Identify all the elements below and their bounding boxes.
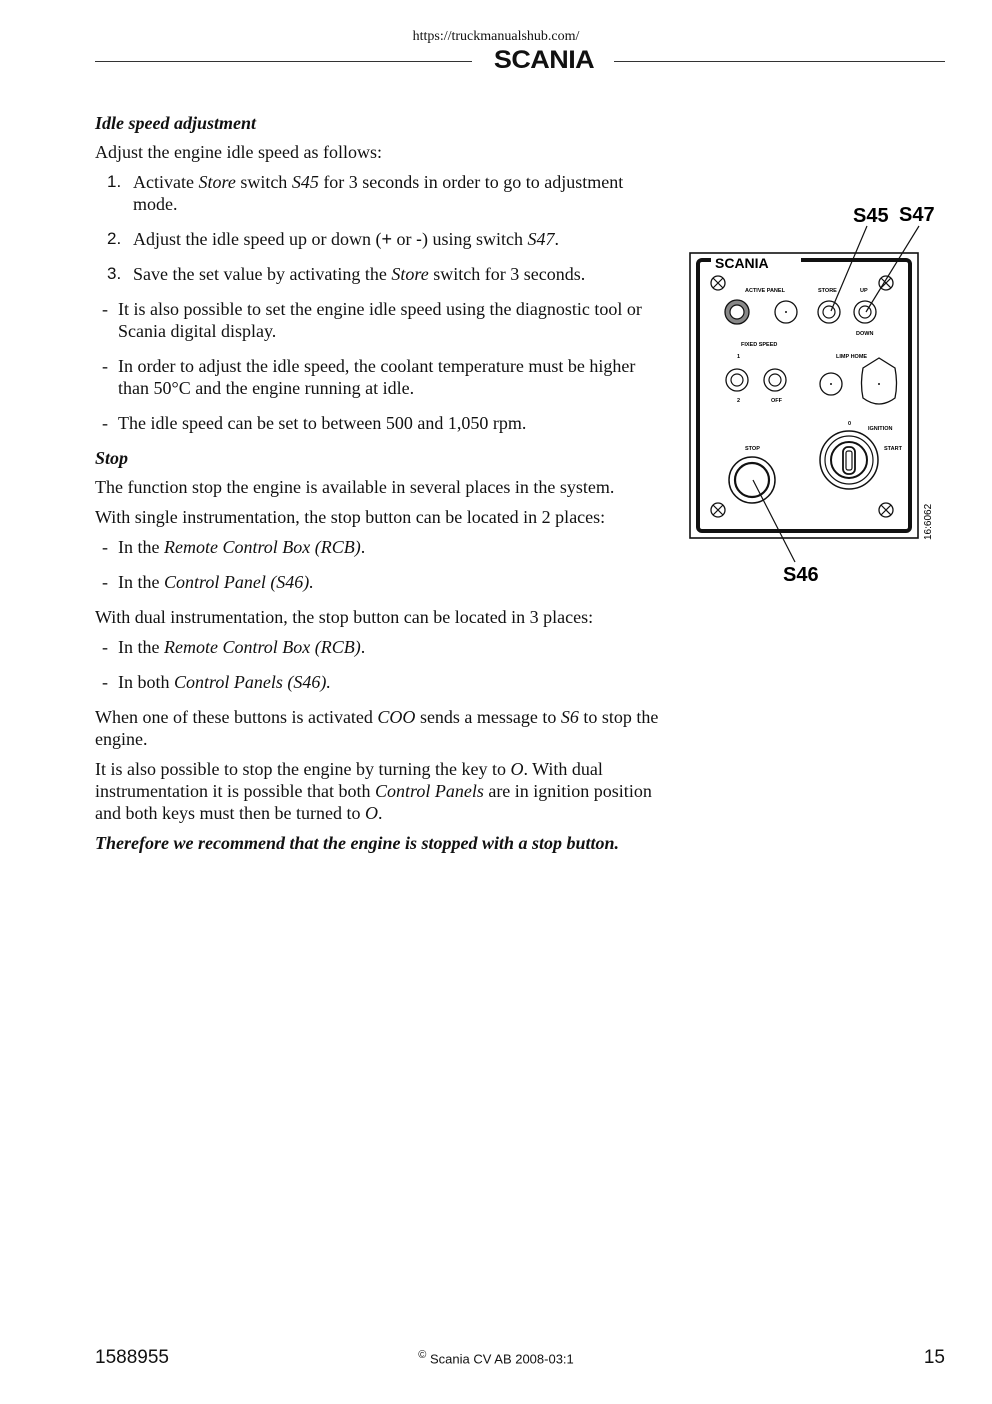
page-number: 15 [923, 1347, 945, 1368]
idle-speed-heading: Idle speed adjustment [95, 113, 256, 133]
para-text: to stop the engine. [95, 707, 659, 749]
callout-s46: S46 [783, 564, 819, 586]
screw-icon [711, 276, 725, 290]
label-stop: STOP [745, 446, 760, 452]
step-text-s47: S47 [527, 229, 555, 249]
dual-locations [95, 636, 665, 693]
label-off: OFF [771, 398, 782, 404]
store-switch-s45 [818, 301, 840, 323]
stop-heading: Stop [95, 448, 129, 468]
para-italic: O [510, 759, 524, 779]
location-text: In the [118, 637, 164, 657]
copyright [0, 1349, 992, 1366]
stop-para-4 [95, 706, 665, 750]
para-italic: COO [377, 707, 416, 727]
para-italic: O [364, 803, 378, 823]
step-number: 2. [107, 229, 122, 248]
location-item [95, 536, 665, 558]
screw-icon [879, 503, 893, 517]
location-italic: Control Panel (S46). [163, 572, 314, 592]
label-fixed-speed-2: 2 [737, 398, 741, 404]
step-text-store: Store [198, 172, 236, 192]
step-number: 1. [107, 172, 122, 191]
location-item [95, 671, 665, 693]
step-text: Activate [133, 172, 199, 192]
figure-ref-code: 16:6062 [923, 503, 934, 540]
header-rule-left [95, 61, 472, 62]
location-item [95, 571, 665, 593]
dash-bullet: - [102, 637, 108, 657]
idle-step-3 [95, 263, 665, 285]
leader-line-s46 [753, 480, 795, 562]
step-text: Save the set value by activating the [133, 264, 392, 284]
label-fixed-speed: FIXED SPEED [741, 342, 778, 348]
dash-bullet: - [102, 537, 108, 557]
stop-para-3: With dual instrumentation, the stop button can be located in 3 places: [95, 607, 594, 627]
para-text: are in ignition position and both keys must then be turned to [95, 781, 652, 823]
screw-icon [711, 503, 725, 517]
stop-para-2: With single instrumentation, the stop button can be located in 2 places: [95, 507, 606, 527]
label-zero: 0 [848, 421, 852, 427]
panel-brand: SCANIA [715, 255, 769, 271]
idle-steps [95, 171, 665, 285]
callout-s47: S47 [899, 204, 935, 226]
doc-number: 1588955 [95, 1347, 169, 1368]
step-text-s45: S45 [291, 172, 319, 192]
label-ignition: IGNITION [868, 426, 893, 432]
active-panel-indicator [775, 301, 797, 323]
step-text-store: Store [391, 264, 429, 284]
para-text: . [377, 803, 383, 823]
callout-s45: S45 [853, 205, 889, 227]
idle-note [95, 355, 665, 399]
limp-home-indicator [820, 373, 842, 395]
para-text: sends a message to [415, 707, 561, 727]
header-rule-right [614, 61, 945, 62]
location-italic: Remote Control Box (RCB) [163, 537, 361, 557]
para-text: . With dual instrumentation it is possible that both [95, 759, 603, 801]
minus-symbol: - [415, 229, 422, 249]
label-limp-home: LIMP HOME [836, 354, 868, 360]
active-panel-switch [725, 300, 749, 324]
dash-bullet: - [102, 672, 108, 692]
label-down: DOWN [856, 331, 874, 337]
up-down-switch-s47 [854, 301, 876, 323]
note-text: The idle speed can be set to between 500 and 1,050 rpm. [118, 413, 527, 433]
dash-bullet: - [102, 572, 108, 592]
step-text: Adjust the idle speed up or down ( [133, 229, 382, 249]
location-text: . [360, 537, 366, 557]
stop-button-s46 [729, 457, 775, 503]
step-text: switch for 3 seconds. [428, 264, 586, 284]
fixed-speed-switch-1 [726, 369, 748, 391]
location-text: In the [118, 537, 164, 557]
location-text: In the [118, 572, 164, 592]
idle-step-1 [95, 171, 665, 215]
fixed-speed-switch-off [764, 369, 786, 391]
step-text: ) using switch [421, 229, 528, 249]
idle-note [95, 412, 665, 434]
para-italic: S6 [560, 707, 579, 727]
header-url: https://truckmanualshub.com/ [412, 29, 580, 44]
control-panel-figure [685, 200, 947, 595]
dash-bullet: - [102, 413, 108, 433]
stop-para-1: The function stop the engine is available in several places in the system. [95, 477, 615, 497]
note-text: It is also possible to set the engine idle speed using the diagnostic tool or Scania digital display. [118, 299, 642, 341]
location-text: In both [118, 672, 174, 692]
plus-symbol: + [381, 229, 392, 249]
step-text: switch [235, 172, 292, 192]
para-text: It is also possible to stop the engine by turning the key to [95, 759, 511, 779]
step-number: 3. [107, 264, 122, 283]
idle-intro: Adjust the engine idle speed as follows: [95, 142, 382, 162]
location-italic: Control Panels (S46). [174, 672, 331, 692]
control-panel-diagram [685, 200, 947, 595]
main-content [95, 112, 665, 862]
location-italic: Remote Control Box (RCB) [163, 637, 361, 657]
single-locations [95, 536, 665, 593]
ignition-key-icon [820, 431, 878, 489]
dash-bullet: - [102, 299, 108, 319]
para-text: When one of these buttons is activated [95, 707, 378, 727]
idle-note [95, 298, 665, 342]
label-fixed-speed-1: 1 [737, 354, 741, 360]
scania-logo: SCANIA [493, 46, 595, 74]
location-item [95, 636, 665, 658]
note-text: In order to adjust the idle speed, the coolant temperature must be higher than 50°C and the engine running at idle. [118, 356, 636, 398]
limp-home-switch [862, 358, 897, 404]
dash-bullet: - [102, 356, 108, 376]
copyright-symbol: © [418, 1349, 427, 1361]
idle-notes [95, 298, 665, 434]
location-text: . [360, 637, 366, 657]
idle-step-2 [95, 228, 665, 250]
para-italic: Control Panels [374, 781, 484, 801]
stop-recommendation: Therefore we recommend that the engine is stopped with a stop button. [95, 833, 620, 853]
leader-line-s45 [831, 226, 867, 311]
step-text: or [391, 229, 416, 249]
copyright-text: Scania CV AB 2008-03:1 [429, 1351, 574, 1367]
label-up: UP [860, 288, 868, 294]
label-active-panel: ACTIVE PANEL [745, 288, 785, 294]
stop-para-5 [95, 758, 665, 824]
step-text: . [554, 229, 559, 249]
label-start: START [884, 446, 902, 452]
label-store: STORE [818, 288, 837, 294]
step-text: for 3 seconds in order to go to adjustment mode. [133, 172, 624, 214]
